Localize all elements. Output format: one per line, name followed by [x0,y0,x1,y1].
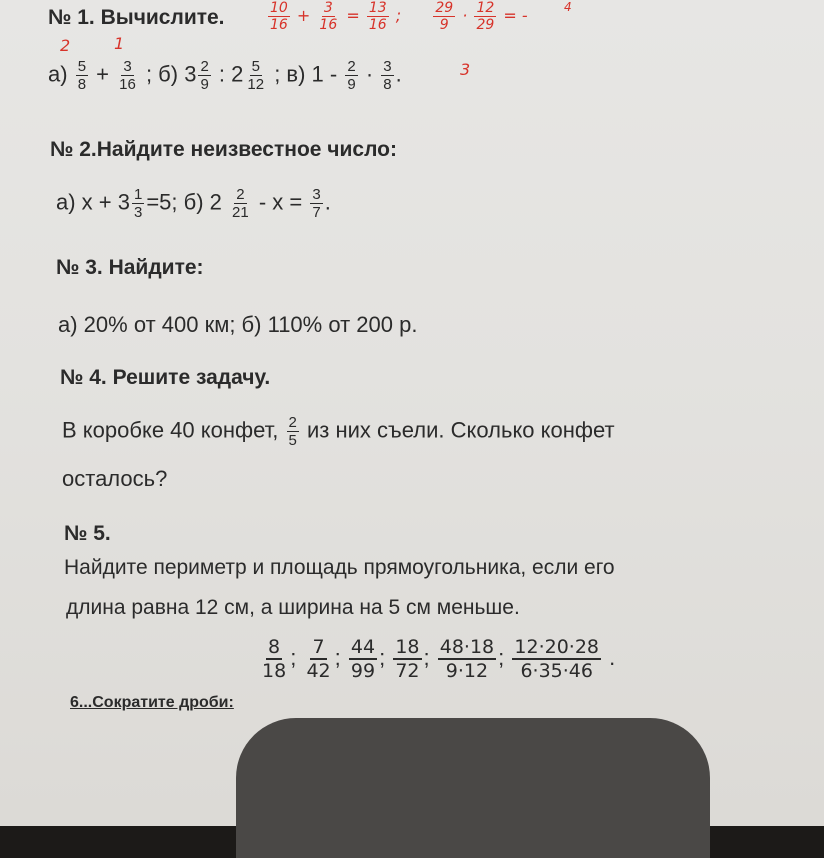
task6-title: 6...Сократите дроби: [70,694,234,711]
task5-text-2: длина равна 12 см, а ширина на 5 см меньше. [66,596,520,619]
dark-object [236,718,710,858]
task3-text: а) 20% от 400 км; б) 110% от 200 р. [58,312,418,337]
task6-frac-6: $\frac{12\cdot 20\cdot 28}{6\cdot 35\cdot 46}$ [514,636,600,682]
hand-frac-4: $\frac{29}{9}$ [435,0,454,33]
hand-mark-4: 4 [564,0,572,14]
task1-c-frac2: $\frac{3}{8}$ [383,58,392,93]
handwritten-solution: $\frac{10}{16}$ + $\frac{3}{16}$ = $\frac{13}{16}$ ; $\frac{29}{9}$ · $\frac{12}{29}$ = - [270,0,528,33]
task1-a-frac2: $\frac{3}{16}$ [119,58,136,93]
task2-b-frac2: $\frac{3}{7}$ [312,186,321,221]
task6-frac-1: $\frac{8}{18}$ [262,636,287,682]
task1-c-frac1: $\frac{2}{9}$ [347,58,356,93]
task4-text: В коробке 40 конфет, $\frac{2}{5}$ из них съели. Сколько конфет [62,414,615,449]
hand-frac-3: $\frac{13}{16}$ [368,0,387,33]
task6-frac-4: $\frac{18}{72}$ [395,636,420,682]
hand-frac-5: $\frac{12}{29}$ [476,0,495,33]
hand-frac-1: $\frac{10}{16}$ [270,0,288,33]
task1-expressions: а) $\frac{5}{8}$ + $\frac{3}{16}$ ; б) 3 $\frac{2}{9}$ : 2 $\frac{5}{12}$ ; в) 1 - $\frac{2}{9}$ · $\frac{3}{8}$ . [48,58,402,93]
task5-text-1: Найдите периметр и площадь прямоугольника, если его [64,556,615,579]
task6-fractions: $\frac{8}{18}$ ; $\frac{7}{42}$ ; $\frac{44}{99}$ ; $\frac{18}{72}$ ; $\frac{48\cdot 18}{9\cdot 12}$ ; $\frac{12\cdot 20\cdot 28}{6\cdot 35\cdot 46}$ . [262,636,616,682]
task4-title: № 4. Решите задачу. [60,366,271,389]
task6-frac-3: $\frac{44}{99}$ [350,636,376,682]
task4-frac: $\frac{2}{5}$ [288,414,297,449]
task6-frac-5: $\frac{48\cdot 18}{9\cdot 12}$ [439,636,495,682]
task3-title: № 3. Найдите: [56,256,204,279]
task2-a-frac: $\frac{1}{3}$ [133,186,143,221]
hand-mark-3: 3 [460,60,471,79]
task5-title: № 5. [64,522,111,545]
hand-mark-a: 2 [60,36,71,55]
task4-text-cont: осталось? [62,466,168,491]
task1-a-frac1: $\frac{5}{8}$ [77,58,87,93]
hand-frac-2: $\frac{3}{16}$ [319,0,338,33]
task1-b-frac1: $\frac{2}{9}$ [200,58,209,93]
hand-mark-b: 1 [114,34,125,53]
task2-expressions: а) x + 3 $\frac{1}{3}$ =5; б) 2 $\frac{2}{21}$ - x = $\frac{3}{7}$ . [56,186,331,221]
task1-title: № 1. Вычислите. [48,6,225,29]
task6-frac-2: $\frac{7}{42}$ [306,636,331,682]
task1-b-frac2: $\frac{5}{12}$ [247,58,265,93]
task2-b-frac1: $\frac{2}{21}$ [232,186,249,221]
task2-title: № 2.Найдите неизвестное число: [50,138,397,161]
